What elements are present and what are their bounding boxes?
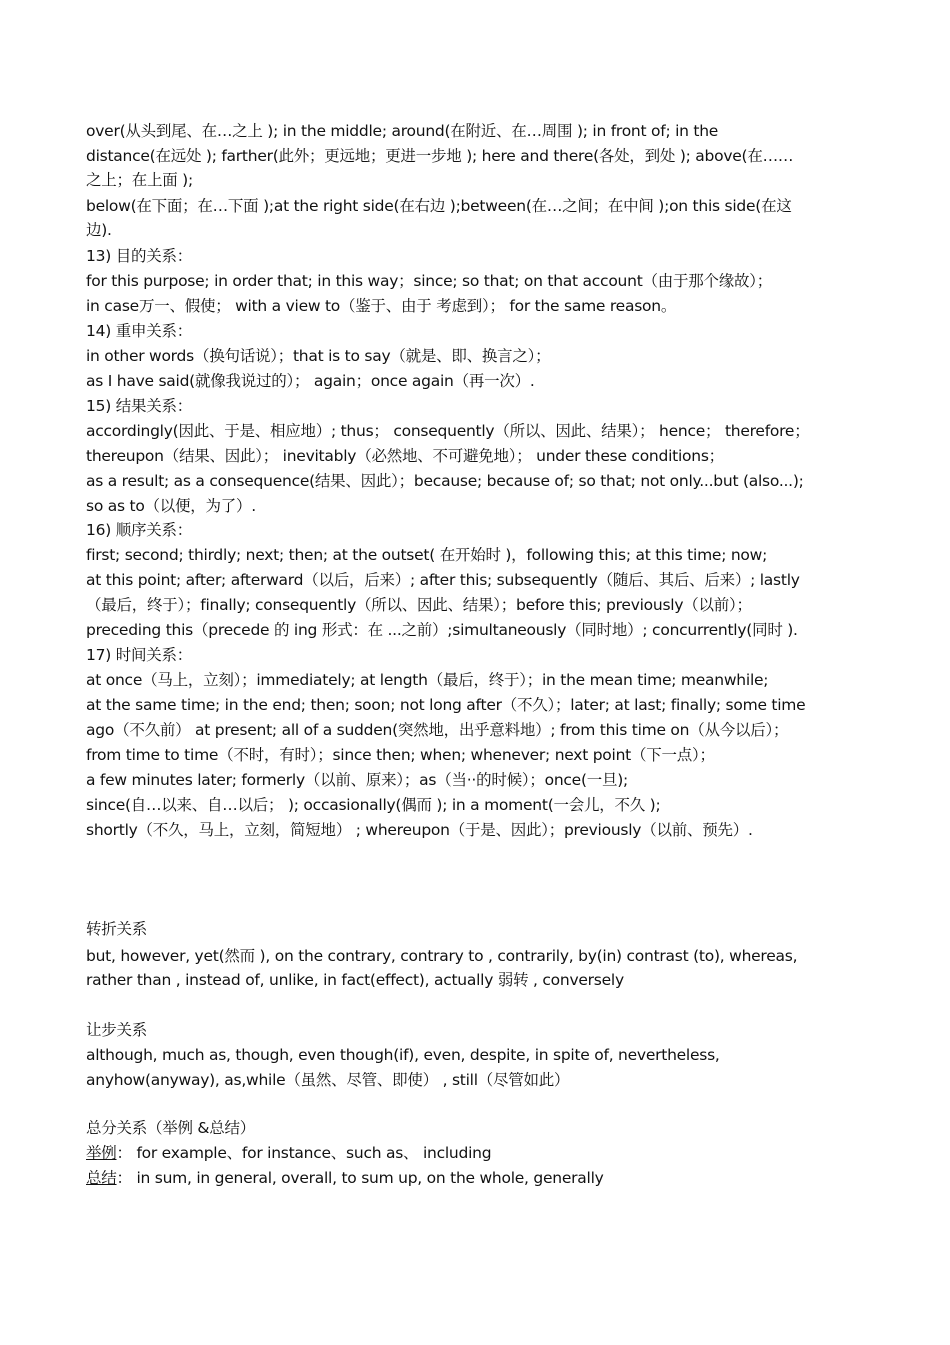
text-line: 边). [86,221,112,239]
section-heading: 14) 重申关系： [86,322,192,340]
text-line: at once（马上，立刻）；immediately; at length（最后，终于）；in the mean time; meanwhile; [86,671,769,689]
section-heading: 13) 目的关系： [86,247,192,265]
example-label: 举例 [86,1144,117,1162]
summary-line [86,1168,886,1188]
section-heading: 17) 时间关系： [86,646,192,664]
section-heading: 16) 顺序关系： [86,521,192,539]
text-line: preceding this（precede 的 ing 形式：在 ...之前）;simultaneously（同时地）; concurrently(同时 ). [86,621,798,639]
text-line: anyhow(anyway), as,while（虽然、尽管、即使） , still（尽管如此） [86,1071,570,1089]
text-line: below(在下面；在…下面 );at the right side(在右边 );between(在…之间；在中间 );on this side(在这 [86,197,792,215]
summary-text: ： in sum, in general, overall, to sum up, on the whole, generally [116,1169,604,1187]
text-line: although, much as, though, even though(if), even, despite, in spite of, nevertheless, [86,1046,720,1064]
text-line: for this purpose; in order that; in this way；since; so that; on that account（由于那个缘故）； [86,272,773,290]
text-line: rather than , instead of, unlike, in fact(effect), actually 弱转 , conversely [86,971,624,989]
section-heading: 15) 结果关系： [86,397,192,415]
text-line: in case万一、假使； with a view to（鉴于、由于 考虑到）； for the same reason。 [86,297,677,315]
text-line: at the same time; in the end; then; soon; not long after（不久）；later; at last; finally; some time [86,696,806,714]
text-line: since(自…以来、自…以后； ); occasionally(偶而 ); in a moment(一会儿，不久 ); [86,796,661,814]
text-line: at this point; after; afterward（以后，后来）; after this; subsequently（随后、其后、后来）; lastly [86,571,800,589]
example-line [86,1143,886,1163]
text-line: （最后，终于）；finally; consequently（所以、因此、结果）；before this; previously（以前）； [86,596,752,614]
text-line: first; second; thirdly; next; then; at the outset( 在开始时 )，following this; at this time; now; [86,546,768,564]
text-line: as a result; as a consequence(结果、因此）；because; because of; so that; not only...but (also...); [86,472,804,490]
text-line: 之上；在上面 ); [86,171,193,189]
section-heading: 转折关系 [86,920,148,938]
text-line: so as to（以便，为了）. [86,497,256,515]
text-line: shortly（不久，马上，立刻，简短地） ; whereupon（于是、因此）；previously（以前、预先）. [86,821,753,839]
text-line: but, however, yet(然而 ), on the contrary, contrary to , contrarily, by(in) contrast (to), whereas, [86,947,798,965]
text-line: thereupon（结果、因此）； inevitably（必然地、不可避免地）； under these conditions； [86,447,724,465]
text-line: from time to time（不时，有时）；since then; when; whenever; next point（下一点）； [86,746,715,764]
section-heading: 总分关系（举例 &总结） [86,1119,256,1137]
text-line: as I have said(就像我说过的）； again；once again（再一次）. [86,372,535,390]
summary-label: 总结 [86,1169,117,1187]
text-line: ago（不久前） at present; all of a sudden(突然地，出乎意料地）; from this time on（从今以后）； [86,721,789,739]
example-text: ： for example、for instance、such as、 including [116,1144,492,1162]
text-line: accordingly(因此、于是、相应地）; thus； consequently（所以、因此、结果）； hence； therefore； [86,422,810,440]
text-line: a few minutes later; formerly（以前、原来）；as（当··的时候）；once(一旦); [86,771,629,789]
text-line: distance(在远处 ); farther(此外；更远地；更进一步地 ); here and there(各处，到处 ); above(在…… [86,147,794,165]
section-heading: 让步关系 [86,1021,148,1039]
text-line: over(从头到尾、在…之上 ); in the middle; around(在附近、在…周围 ); in front of; in the [86,122,719,140]
text-line: in other words（换句话说）；that is to say（就是、即、换言之）； [86,347,551,365]
